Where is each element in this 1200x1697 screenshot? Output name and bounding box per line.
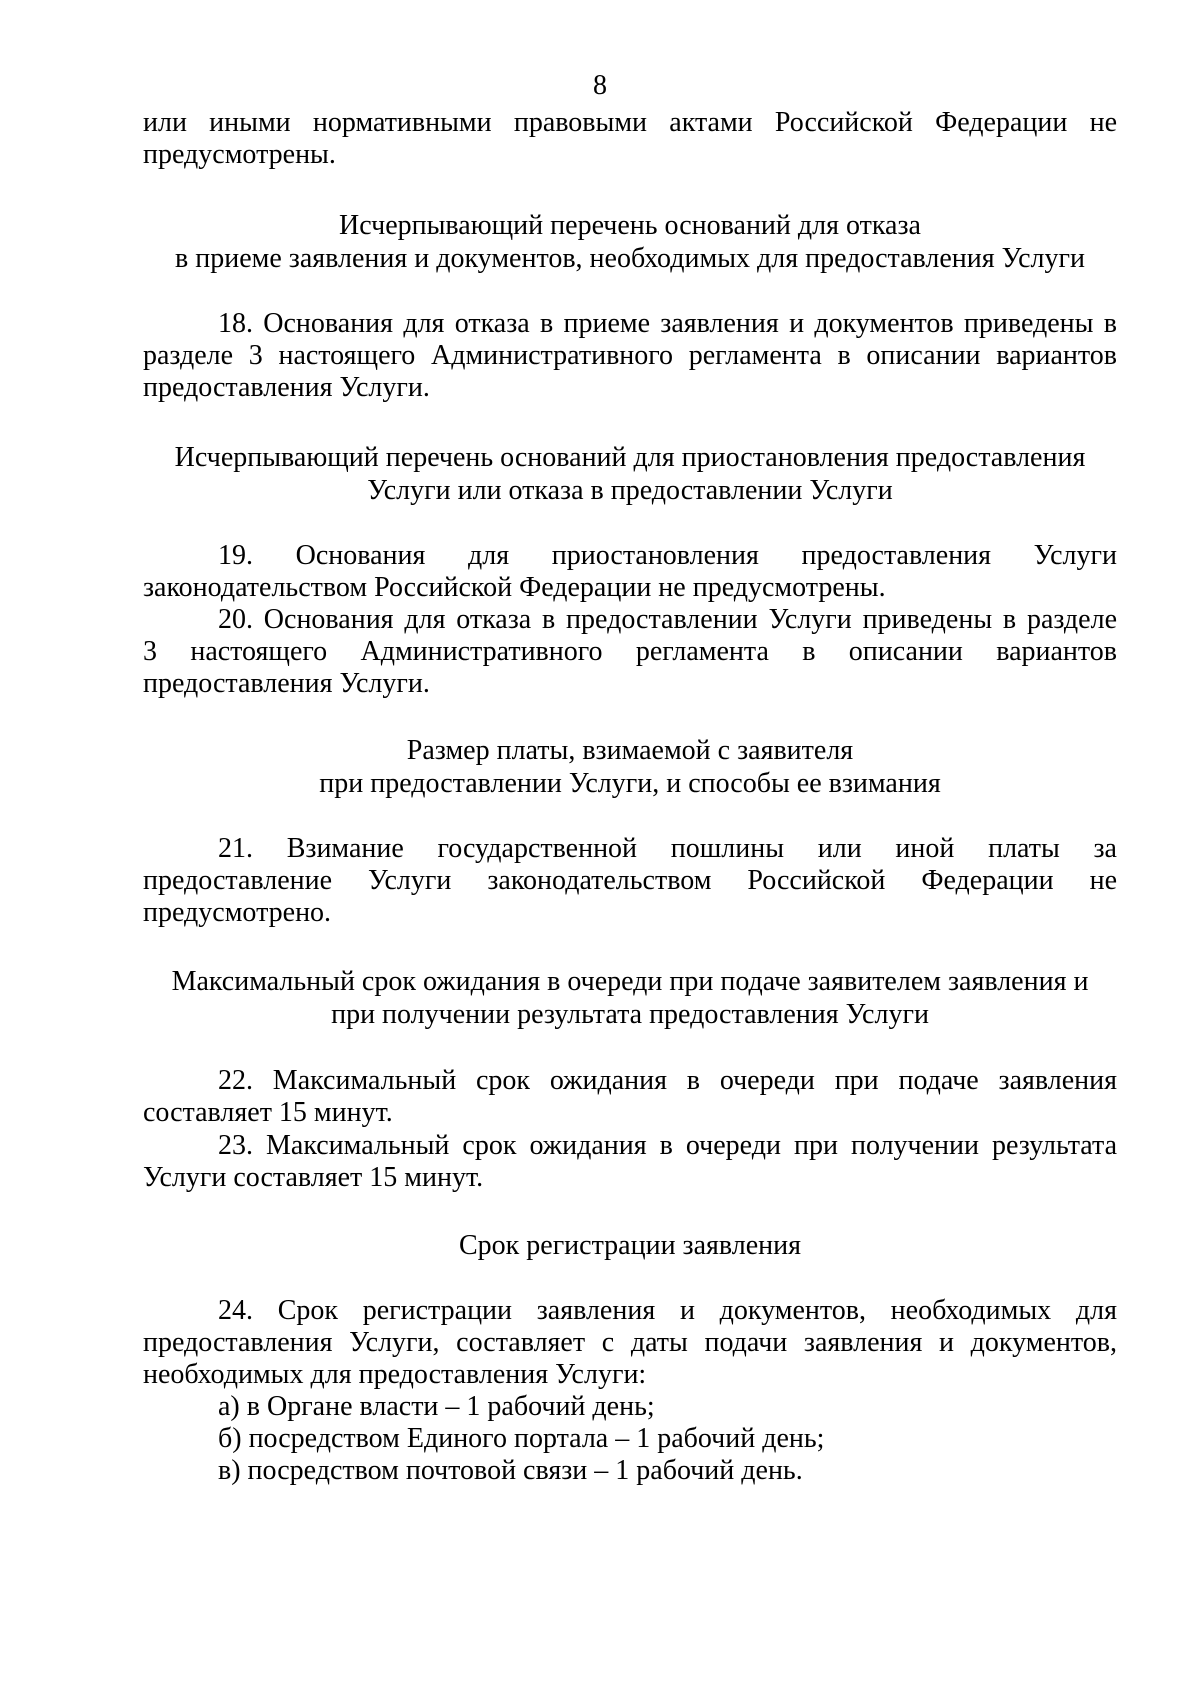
text-line: предоставления Услуги. [143,372,430,403]
heading-line: Максимальный срок ожидания в очереди при подаче заявителем заявления и [171,966,1089,997]
heading-line: Услуги или отказа в предоставлении Услуги [367,475,893,506]
heading-line: в приеме заявления и документов, необходимых для предоставления Услуги [175,243,1085,274]
text-line: 18. Основания для отказа в приеме заявления и документов приведены в [218,308,1117,339]
text-line: 3 настоящего Административного регламента в описании вариантов [143,636,1117,667]
text-line: предоставления Услуги, составляет с даты подачи заявления и документов, [143,1327,1117,1358]
heading-line: при получении результата предоставления Услуги [331,999,929,1030]
paragraph-20 [143,604,1117,700]
paragraph-21 [143,833,1117,929]
page-number: 8 [593,70,607,101]
section-heading-waiting-time [143,965,1117,1031]
heading-line: Исчерпывающий перечень оснований для отказа [339,210,921,241]
text-line: 24. Срок регистрации заявления и документов, необходимых для [218,1295,1117,1326]
text-line: разделе 3 настоящего Административного регламента в описании вариантов [143,340,1117,371]
text-line: составляет 15 минут. [143,1097,393,1128]
text-line: или иными нормативными правовыми актами Российской Федерации не [143,107,1117,138]
text-line: предоставление Услуги законодательством Российской Федерации не [143,865,1117,896]
heading-line: Срок регистрации заявления [458,1230,802,1261]
text-line: необходимых для предоставления Услуги: [143,1359,647,1390]
text-line: предусмотрено. [143,897,332,928]
list-item: б) посредством Единого портала – 1 рабочий день; [218,1423,825,1454]
list-item: в) посредством почтовой связи – 1 рабочий день. [218,1455,803,1486]
text-line: предусмотрены. [143,139,336,170]
text-line: 19. Основания для приостановления предоставления Услуги [218,540,1117,571]
text-line: Услуги составляет 15 минут. [143,1162,484,1193]
text-line: 21. Взимание государственной пошлины или иной платы за [218,833,1117,864]
text-line: 22. Максимальный срок ожидания в очереди при подаче заявления [218,1065,1117,1096]
heading-line: Исчерпывающий перечень оснований для приостановления предоставления [174,442,1086,473]
paragraph-23 [143,1130,1117,1194]
text-line: 20. Основания для отказа в предоставлении Услуги приведены в разделе [218,604,1117,635]
section-heading-fee [143,734,1117,800]
paragraph-19 [143,540,1117,604]
continuation-paragraph [143,107,1117,171]
paragraph-22 [143,1065,1117,1129]
section-heading-registration [143,1229,1117,1262]
registration-terms-list [143,1391,1117,1487]
list-item: а) в Органе власти – 1 рабочий день; [218,1391,655,1422]
paragraph-18 [143,308,1117,404]
section-heading-suspension [143,441,1117,507]
paragraph-24 [143,1295,1117,1391]
section-heading-refusal-acceptance [143,209,1117,275]
heading-line: Размер платы, взимаемой с заявителя [406,735,854,766]
text-line: предоставления Услуги. [143,668,430,699]
text-line: 23. Максимальный срок ожидания в очереди при получении результата [218,1130,1117,1161]
heading-line: при предоставлении Услуги, и способы ее взимания [319,768,941,799]
text-line: законодательством Российской Федерации не предусмотрены. [143,572,886,603]
